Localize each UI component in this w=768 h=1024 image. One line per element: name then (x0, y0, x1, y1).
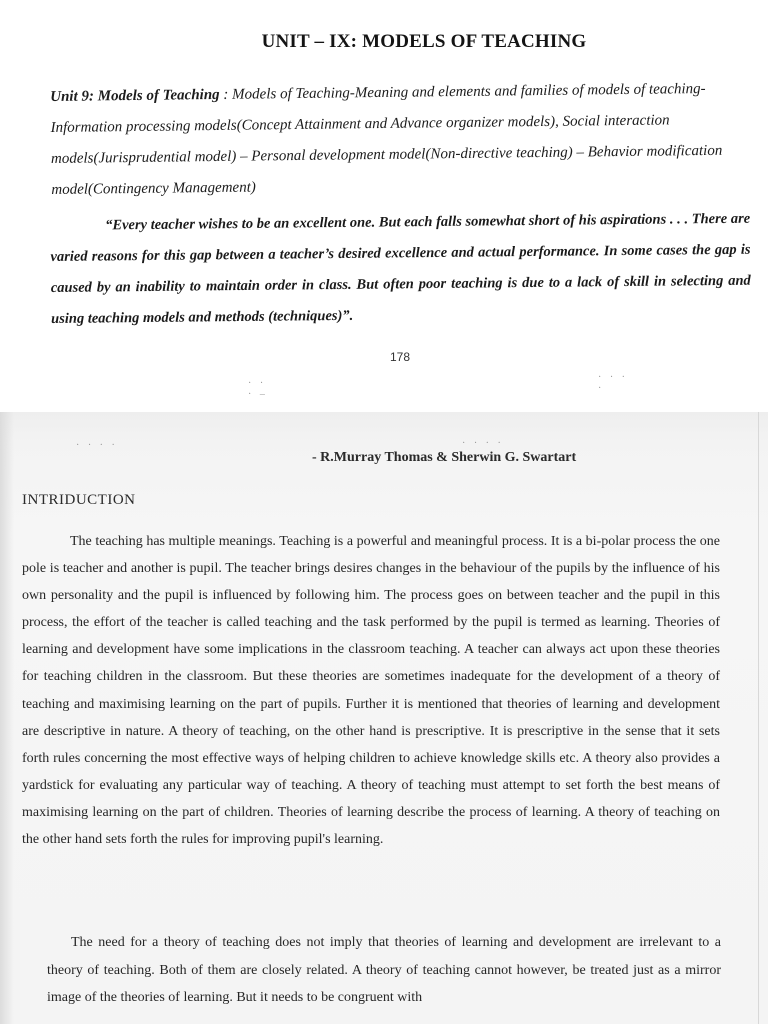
page-number: 178 (389, 350, 411, 364)
syllabus-paragraph (50, 73, 751, 206)
section-heading: INTRIDUCTION (22, 492, 136, 508)
scan-speckle: · · · · (598, 372, 628, 394)
page-shadow (0, 412, 14, 1024)
scan-speckle: · · · · (462, 438, 504, 449)
body-paragraph: The teaching has multiple meanings. Teaching is a powerful and meaningful process. It is a bi-polar process the one pole is teacher and another is pupil. The teacher brings desires changes in the behaviour of the pupils by the influence of his own personality and the pupil is influenced by following him. The process goes on between teacher and the pupil in this process, the effort of the teacher is called teaching and the task performed by the pupil is termed as learning. Theories of learning and development have some implications in the classroom teaching. A teacher can always act upon these theories for teaching children in the classroom. But these theories are sometimes inadequate for the development of a theory of teaching and maximising learning on the part of pupils. Further it is mentioned that theories of learning and development are descriptive in nature. A theory of teaching, on the other hand is prescriptive. It is prescriptive in the sense that it sets forth rules concerning the most effective ways of helping children to achieve knowledge skills etc. A theory also provides a yardstick for evaluating any particular way of teaching. A theory of teaching must attempt to set forth the best means of maximising learning on the part of children. Theories of learning describe the process of learning. A theory of teaching on the other hand sets forth the rules for improving pupil's learning. (22, 534, 720, 848)
scan-speckle: · · · – (248, 378, 268, 400)
body-paragraph: The need for a theory of teaching does not imply that theories of learning and development are irrelevant to a theory of teaching. Both of them are closely related. A theory of teaching cannot however, be treated just as a mirror image of the theories of learning. But it needs to be congruent with (47, 935, 721, 1005)
syllabus-text: : Models of Teaching-Meaning and elements and families of models of teaching-Information processing models(Concept Attainment and Advance organizer models), Social interaction models(Jurisprudential model) – Personal development model(Non-directive teaching) – Behavior modification model(Contingency Management) (50, 80, 723, 198)
quote-attribution: - R.Murray Thomas & Sherwin G. Swartart (312, 450, 577, 465)
page-edge (758, 412, 759, 1024)
scan-speckle: · · · · (76, 440, 118, 451)
upper-page (0, 0, 768, 412)
epigraph-quote: “Every teacher wishes to be an excellent one. But each falls somewhat short of his aspirations . . . There are varied reasons for this gap between a teacher’s desired excellence and actual performance. In some cases the gap is caused by an inability to maintain order in class. But often poor teaching is due to a lack of skill in selecting and using teaching models and methods (techniques)”. (50, 210, 751, 327)
page-title: UNIT – IX: MODELS OF TEACHING (261, 31, 587, 52)
syllabus-lead: Unit 9: Models of Teaching (50, 86, 220, 105)
